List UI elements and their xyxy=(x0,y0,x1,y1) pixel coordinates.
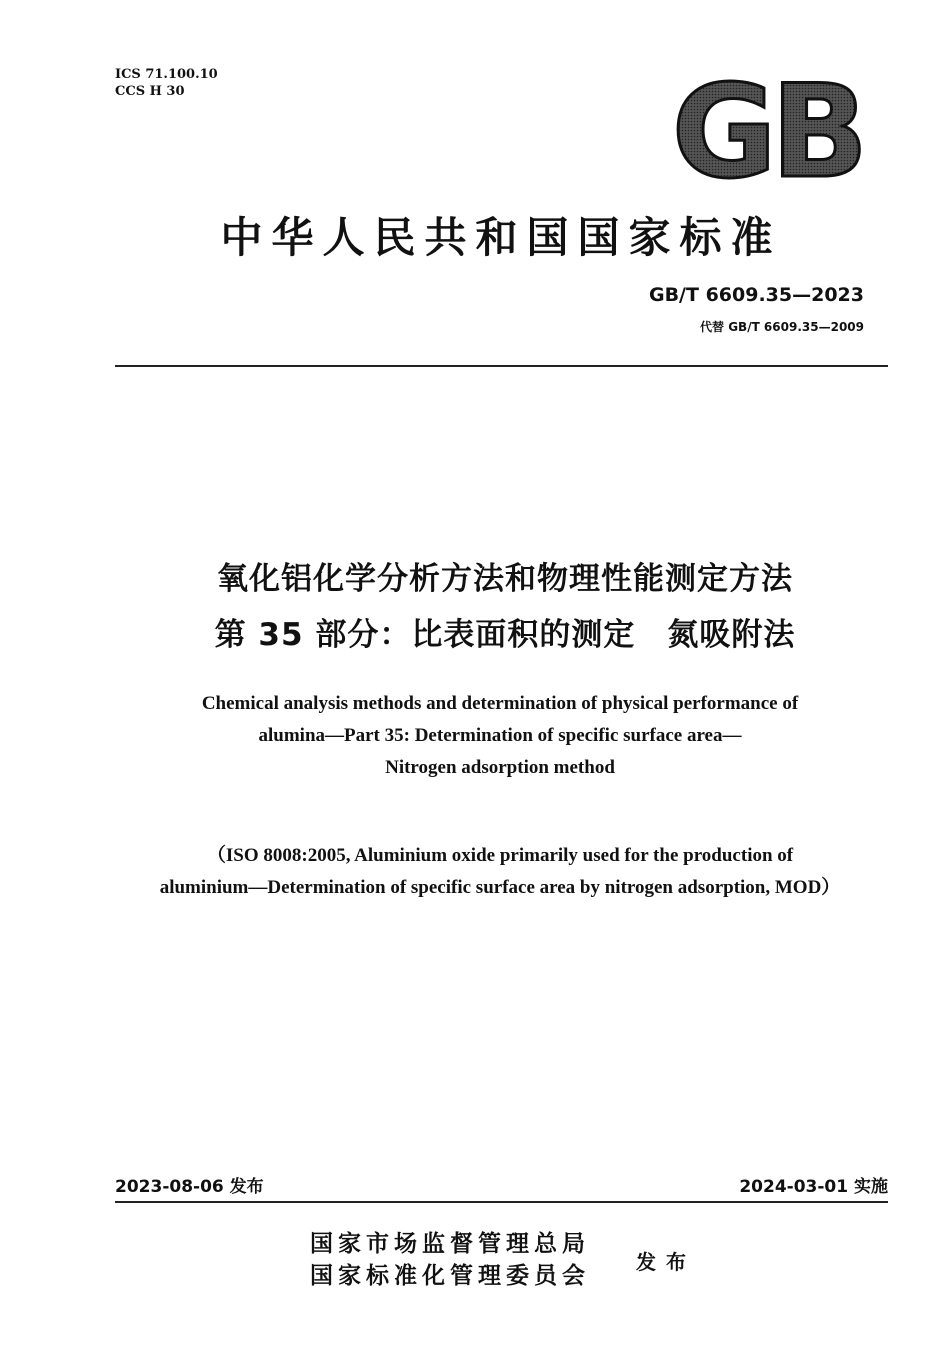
ccs-code: CCS H 30 xyxy=(115,84,185,99)
footer-divider xyxy=(115,1201,888,1203)
gb-logo xyxy=(648,78,886,188)
issue-label: 发布 xyxy=(636,1250,696,1274)
cn-title-line-2: 第 35 部分：比表面积的测定 氮吸附法 xyxy=(214,617,796,653)
cn-title-line-1: 氧化铝化学分析方法和物理性能测定方法 xyxy=(217,561,793,597)
ics-code: ICS 71.100.10 xyxy=(115,67,218,82)
authority-samr: 国家市场监督管理总局 xyxy=(310,1230,590,1257)
header-divider xyxy=(115,365,888,367)
issuing-authorities xyxy=(310,1228,590,1292)
replaces-standard: 代替 GB/T 6609.35—2009 xyxy=(700,320,864,334)
classification-codes xyxy=(115,66,218,100)
en-title-line-3: Nitrogen adsorption method xyxy=(385,757,615,778)
publish-date: 2023-08-06 发布 xyxy=(115,1177,264,1197)
iso-line-2: aluminium—Determination of specific surface area by nitrogen adsorption, MOD） xyxy=(159,877,841,898)
standard-number: GB/T 6609.35—2023 xyxy=(648,284,864,306)
implement-date: 2024-03-01 实施 xyxy=(739,1177,888,1197)
iso-line-1: （ISO 8008:2005, Aluminium oxide primarily used for the production of xyxy=(206,845,794,866)
iso-reference xyxy=(95,840,905,904)
en-title-line-2: alumina—Part 35: Determination of specific surface area— xyxy=(258,725,742,746)
english-title xyxy=(100,688,900,784)
authority-sac: 国家标准化管理委员会 xyxy=(310,1262,590,1289)
svg-text:GB: GB xyxy=(671,78,863,188)
en-title-line-1: Chemical analysis methods and determination of physical performance of xyxy=(201,693,799,714)
national-standard-title: 中华人民共和国国家标准 xyxy=(220,213,782,262)
